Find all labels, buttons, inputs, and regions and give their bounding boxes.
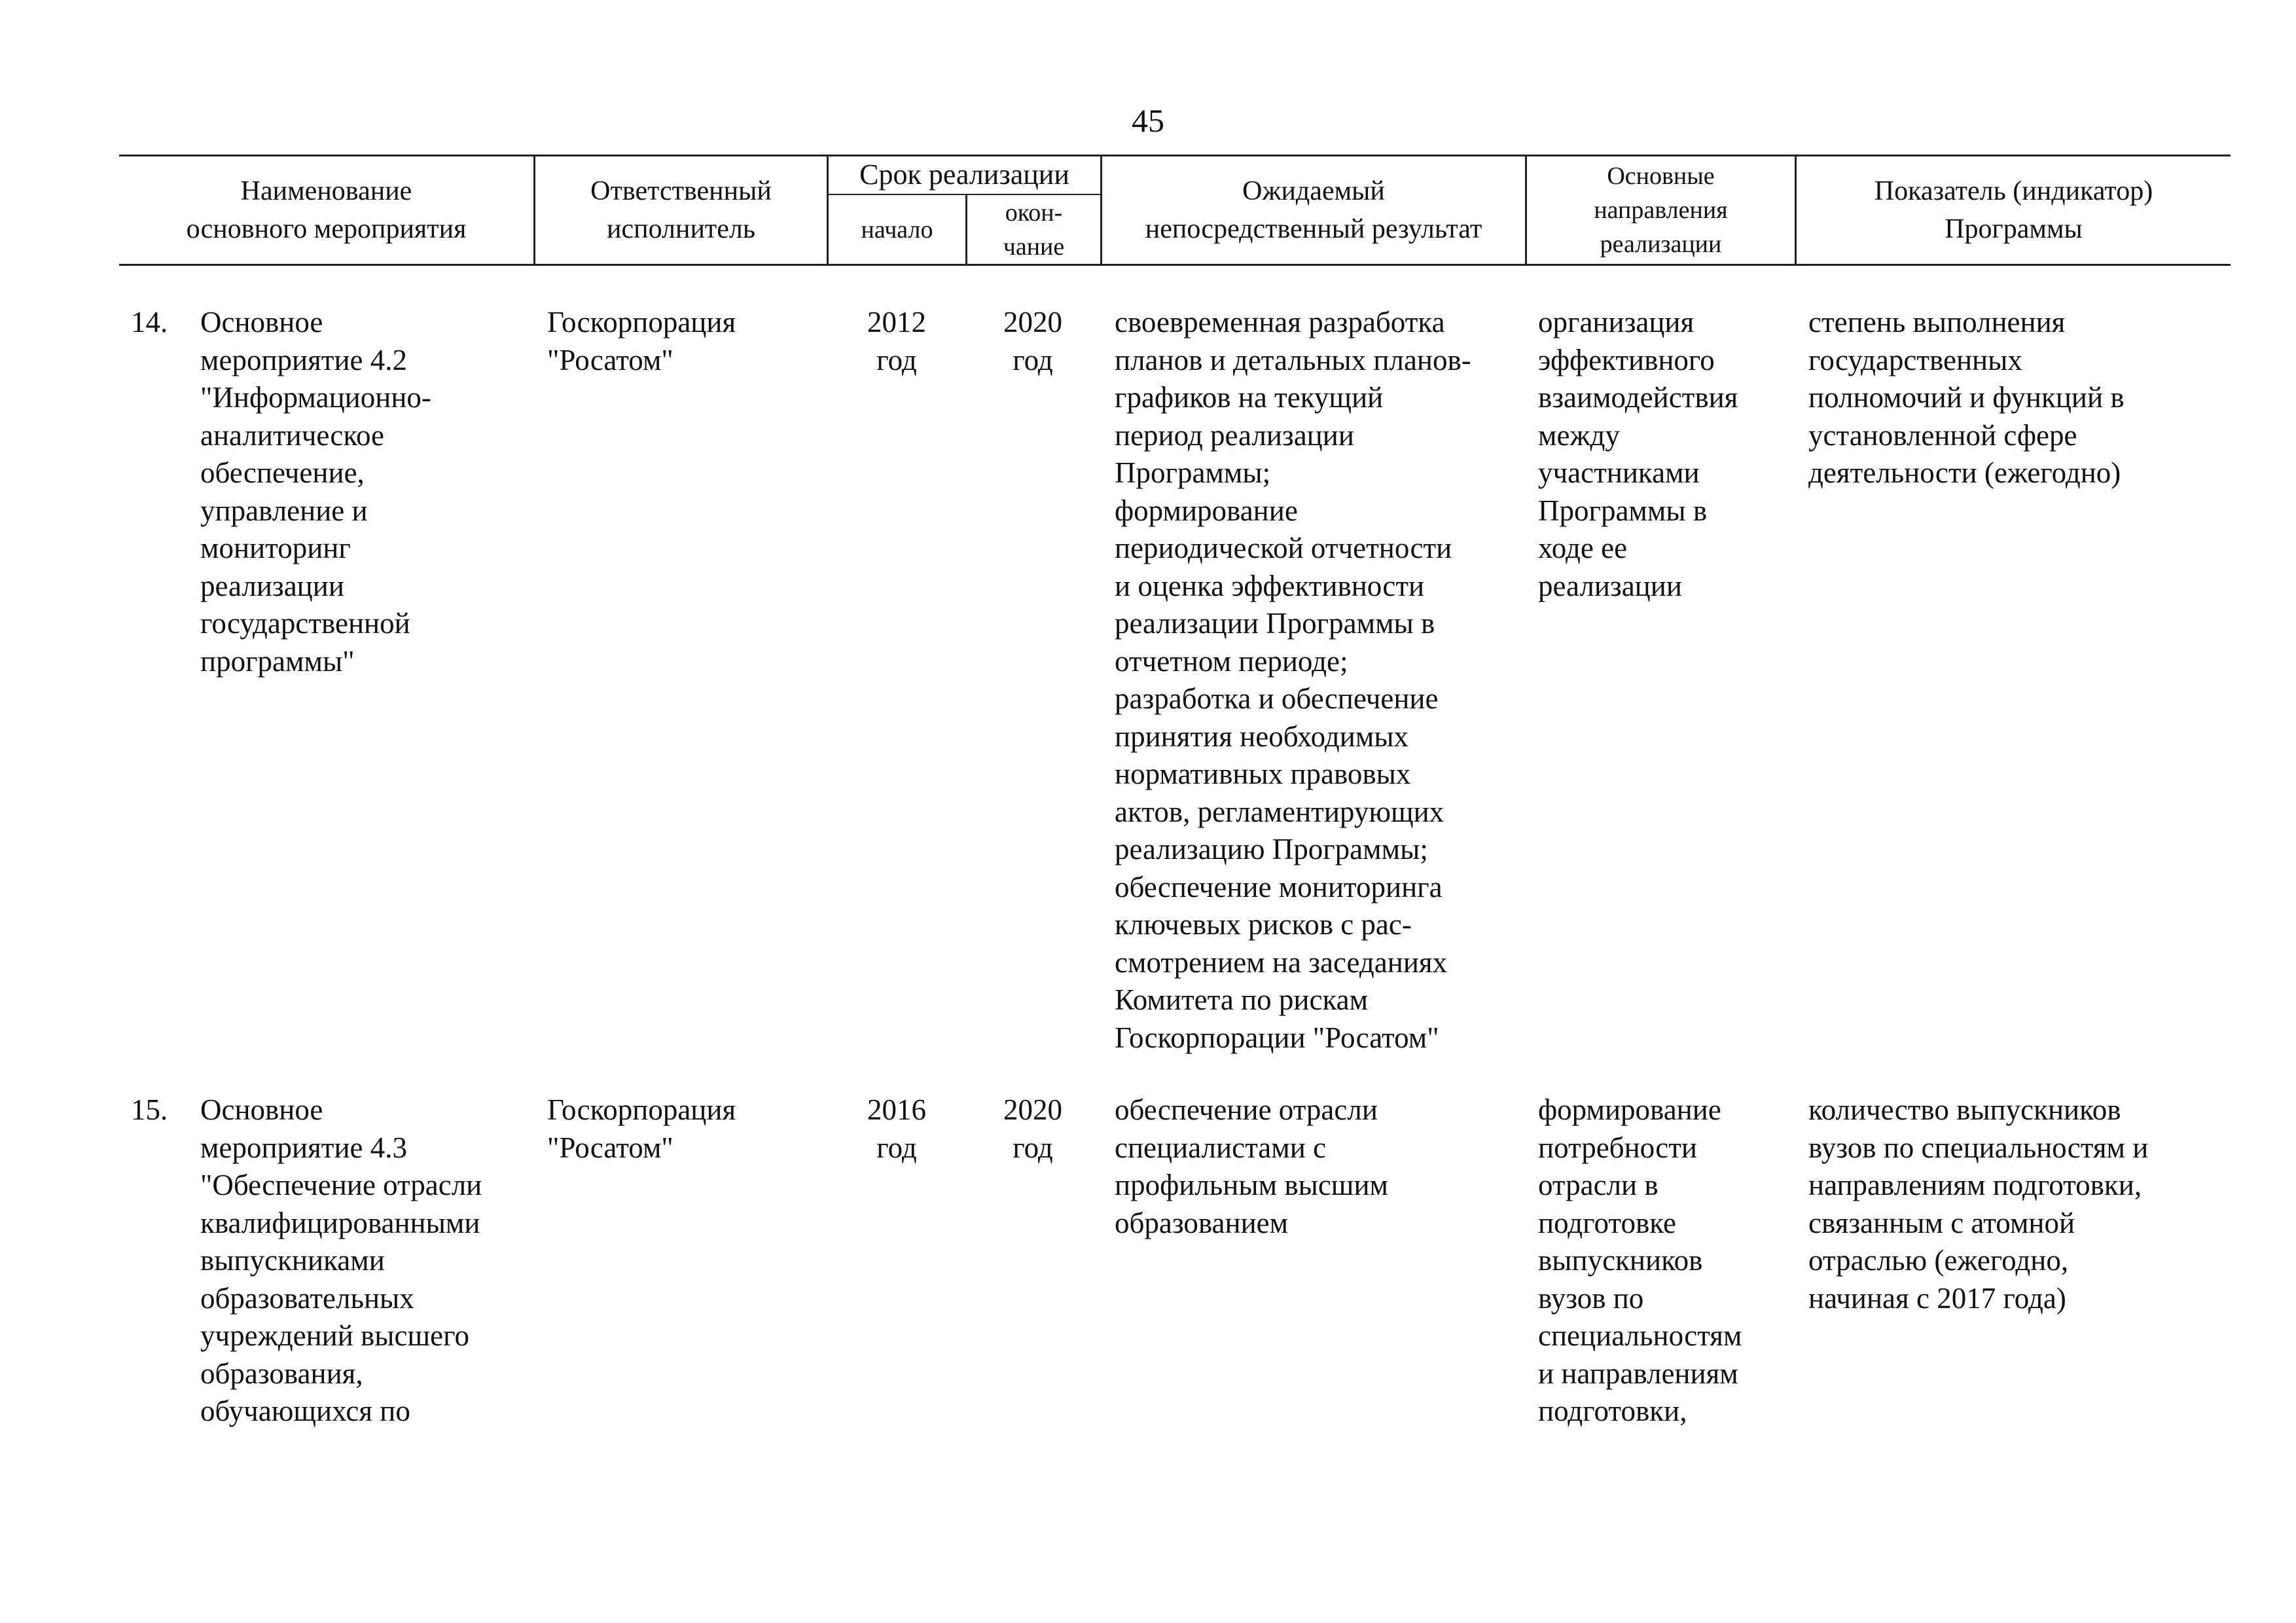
row-start-year: 2016 год: [867, 1093, 926, 1164]
row-end-year: 2020 год: [1003, 1093, 1062, 1164]
header-result: Ожидаемый непосредственный результат: [1145, 175, 1482, 244]
row-number: 14.: [131, 306, 168, 338]
row-directions: организация эффективного взаимодействия между участниками Программы в ходе ее реализации: [1538, 306, 1738, 602]
page-number: 45: [1132, 102, 1164, 139]
row-executor: Госкорпорация "Росатом": [547, 1093, 736, 1164]
header-bottom-rule: [119, 264, 2231, 266]
row-name: Основное мероприятие 4.3 "Обеспечение отрасли квалифицированными выпускниками образовательных учреждений высшего образования, обучающихся по: [200, 1093, 482, 1427]
row-number: 15.: [131, 1093, 168, 1126]
row-start-year: 2012 год: [867, 306, 926, 376]
header-executor: Ответственный исполнитель: [590, 175, 772, 244]
row-end-year: 2020 год: [1003, 306, 1062, 376]
header-end: окон- чание: [1003, 198, 1065, 261]
row-result: своевременная разработка планов и детальных планов- графиков на текущий период реализации Программы; формирование периодической отчетности и оценка эффективности реализации Программы в отчетном периоде; разработка и обеспечение принятия необходимых нормативных правовых актов, регламентирующих реализацию Программы; обеспечение мониторинга ключевых рисков с рас- смотрением на заседаниях Комитета по рискам Госкорпорации "Росатом": [1115, 306, 1471, 1054]
row-executor: Госкорпорация "Росатом": [547, 306, 736, 376]
header-period: Срок реализации: [859, 158, 1069, 191]
row-name: Основное мероприятие 4.2 "Информационно- аналитическое обеспечение, управление и мониторинг реализации государственной программы": [200, 306, 431, 678]
row-directions: формирование потребности отрасли в подготовке выпускников вузов по специальностям и направлениям подготовки,: [1538, 1093, 1742, 1427]
header-name: Наименование основного мероприятия: [186, 175, 467, 244]
header-start: начало: [861, 215, 933, 244]
header-indicator: Показатель (индикатор) Программы: [1874, 175, 2153, 244]
row-indicator: степень выполнения государственных полномочий и функций в установленной сфере деятельности (ежегодно): [1808, 306, 2125, 489]
row-indicator: количество выпускников вузов по специальностям и направлениям подготовки, связанным с атомной отраслью (ежегодно, начиная с 2017 года): [1808, 1093, 2149, 1315]
row-result: обеспечение отрасли специалистами с профильным высшим образованием: [1115, 1093, 1389, 1239]
header-directions: Основные направления реализации: [1594, 162, 1728, 258]
